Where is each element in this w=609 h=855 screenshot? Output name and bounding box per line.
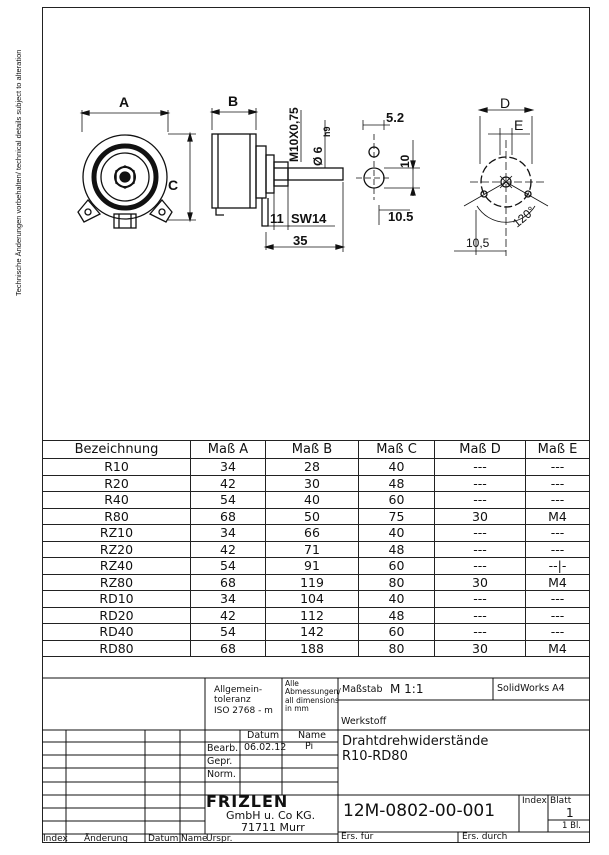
table-cell: 60 bbox=[359, 492, 435, 509]
table-cell: M4 bbox=[526, 574, 590, 591]
label-E: E bbox=[514, 117, 524, 133]
header-mass-a: Maß A bbox=[191, 441, 266, 459]
table-cell: R80 bbox=[43, 508, 191, 525]
table-cell: --- bbox=[435, 525, 526, 542]
bearb-date: 06.02.12 bbox=[244, 742, 287, 753]
table-cell: 28 bbox=[266, 459, 359, 476]
table-cell: RD40 bbox=[43, 624, 191, 641]
index-label: Index bbox=[522, 796, 547, 806]
table-cell: 42 bbox=[191, 607, 266, 624]
table-cell: 30 bbox=[435, 640, 526, 657]
table-cell: 188 bbox=[266, 640, 359, 657]
table-cell: 34 bbox=[191, 459, 266, 476]
table-cell: RZ20 bbox=[43, 541, 191, 558]
sheet-label: Blatt bbox=[550, 796, 572, 806]
label-D: D bbox=[500, 95, 511, 111]
header-bezeichnung: Bezeichnung bbox=[43, 441, 191, 459]
label-sw: SW14 bbox=[291, 211, 327, 226]
label-10-5: 10.5 bbox=[388, 209, 414, 224]
table-cell: --- bbox=[526, 525, 590, 542]
table-cell: --- bbox=[526, 591, 590, 608]
sheet-number: 1 bbox=[566, 806, 574, 820]
label-10: 10 bbox=[398, 154, 412, 168]
material-label: Werkstoff bbox=[341, 716, 387, 727]
label-5-2: 5.2 bbox=[386, 110, 405, 125]
table-cell: --- bbox=[435, 591, 526, 608]
header-mass-c: Maß C bbox=[359, 441, 435, 459]
header-mass-d: Maß D bbox=[435, 441, 526, 459]
label-angle: 120° bbox=[509, 203, 538, 231]
table-cell: 50 bbox=[266, 508, 359, 525]
col-origin: Urspr. bbox=[206, 834, 233, 844]
table-cell: R40 bbox=[43, 492, 191, 509]
side-note: Technische Änderungen vorbehalten/ technical details subject to alteration bbox=[14, 49, 23, 296]
label-shaft: Ø 6 bbox=[311, 146, 325, 166]
table-cell: 91 bbox=[266, 558, 359, 575]
table-cell: 60 bbox=[359, 624, 435, 641]
header-mass-b: Maß B bbox=[266, 441, 359, 459]
table-cell: --- bbox=[526, 459, 590, 476]
table-cell: 48 bbox=[359, 607, 435, 624]
bearb-name: Pi bbox=[305, 741, 314, 752]
replaces-for: Ers. für bbox=[341, 832, 374, 842]
table-cell: M4 bbox=[526, 508, 590, 525]
date-header: Datum bbox=[247, 730, 280, 741]
table-cell: --- bbox=[435, 459, 526, 476]
company-line3: 71711 Murr bbox=[241, 821, 305, 834]
table-cell: 66 bbox=[266, 525, 359, 542]
table-cell: 40 bbox=[359, 591, 435, 608]
table-cell: 68 bbox=[191, 640, 266, 657]
table-cell: --- bbox=[435, 624, 526, 641]
label-10-5b: 10,5 bbox=[466, 236, 490, 250]
table-cell: --- bbox=[526, 492, 590, 509]
label-B: B bbox=[228, 93, 239, 109]
label-A: A bbox=[119, 94, 130, 110]
table-cell: --- bbox=[435, 475, 526, 492]
label-35: 35 bbox=[293, 233, 308, 248]
col-change: Änderung bbox=[84, 834, 128, 844]
table-cell: 48 bbox=[359, 541, 435, 558]
table-cell: 42 bbox=[191, 541, 266, 558]
company-line2: GmbH u. Co KG. bbox=[226, 809, 316, 822]
label-C: C bbox=[168, 177, 179, 193]
table-cell: 34 bbox=[191, 591, 266, 608]
table-cell: 34 bbox=[191, 525, 266, 542]
drawing-subtitle: R10-RD80 bbox=[342, 749, 408, 764]
table-cell: 40 bbox=[359, 459, 435, 476]
table-cell: 40 bbox=[266, 492, 359, 509]
gepr-label: Gepr. bbox=[207, 756, 233, 767]
table-cell: --- bbox=[526, 607, 590, 624]
table-cell: RZ80 bbox=[43, 574, 191, 591]
dimensions-note: Alle Abmessungen/ all dimensions in mm bbox=[285, 679, 341, 713]
name-header: Name bbox=[298, 730, 327, 741]
table-cell: RD10 bbox=[43, 591, 191, 608]
header-mass-e: Maß E bbox=[526, 441, 590, 459]
table-cell: 48 bbox=[359, 475, 435, 492]
table-cell: --- bbox=[435, 541, 526, 558]
table-cell: RD20 bbox=[43, 607, 191, 624]
table-cell: 60 bbox=[359, 558, 435, 575]
bearb-label: Bearb. bbox=[207, 743, 239, 754]
table-cell: --- bbox=[435, 607, 526, 624]
table-cell: 42 bbox=[191, 475, 266, 492]
replaced-by: Ers. durch bbox=[462, 832, 508, 842]
table-cell: 142 bbox=[266, 624, 359, 641]
table-cell: --- bbox=[526, 624, 590, 641]
table-cell: 112 bbox=[266, 607, 359, 624]
table-cell: RZ10 bbox=[43, 525, 191, 542]
label-shaft-tol: h9 bbox=[322, 126, 332, 137]
table-cell: --- bbox=[435, 492, 526, 509]
col-index: Index bbox=[43, 834, 68, 844]
scale-value: M 1:1 bbox=[390, 682, 424, 696]
drawing-title: Drahtdrehwiderstände bbox=[342, 734, 489, 749]
table-cell: R20 bbox=[43, 475, 191, 492]
table-cell: 30 bbox=[266, 475, 359, 492]
table-cell: R10 bbox=[43, 459, 191, 476]
norm-label: Norm. bbox=[207, 769, 236, 780]
table-cell: 54 bbox=[191, 492, 266, 509]
table-cell: 104 bbox=[266, 591, 359, 608]
table-cell: 119 bbox=[266, 574, 359, 591]
table-cell: M4 bbox=[526, 640, 590, 657]
scale-label: Maßstab bbox=[342, 684, 383, 695]
table-cell: --- bbox=[526, 475, 590, 492]
table-cell: 68 bbox=[191, 508, 266, 525]
table-cell: 54 bbox=[191, 558, 266, 575]
table-cell: 40 bbox=[359, 525, 435, 542]
table-cell: 30 bbox=[435, 574, 526, 591]
tolerance-note: Allgemein- toleranz ISO 2768 - m bbox=[214, 685, 273, 716]
table-cell: --- bbox=[435, 558, 526, 575]
sheet-total: 1 Bl. bbox=[562, 821, 582, 831]
table-cell: 75 bbox=[359, 508, 435, 525]
table-cell: --- bbox=[526, 541, 590, 558]
label-thread: M10X0,75 bbox=[287, 107, 301, 162]
col-date: Datum bbox=[148, 834, 179, 844]
table-cell: 71 bbox=[266, 541, 359, 558]
label-11: 11 bbox=[270, 211, 284, 226]
drawing-number: 12M-0802-00-001 bbox=[343, 801, 496, 821]
table-cell: 68 bbox=[191, 574, 266, 591]
col-name: Name bbox=[181, 834, 208, 844]
table-cell: 80 bbox=[359, 640, 435, 657]
software-label: SolidWorks A4 bbox=[497, 683, 565, 694]
table-cell: 80 bbox=[359, 574, 435, 591]
table-cell: 30 bbox=[435, 508, 526, 525]
table-cell: RZ40 bbox=[43, 558, 191, 575]
company-logo: FRIZLEN bbox=[206, 792, 289, 811]
table-cell: --|- bbox=[526, 558, 590, 575]
table-cell: 54 bbox=[191, 624, 266, 641]
table-cell: RD80 bbox=[43, 640, 191, 657]
